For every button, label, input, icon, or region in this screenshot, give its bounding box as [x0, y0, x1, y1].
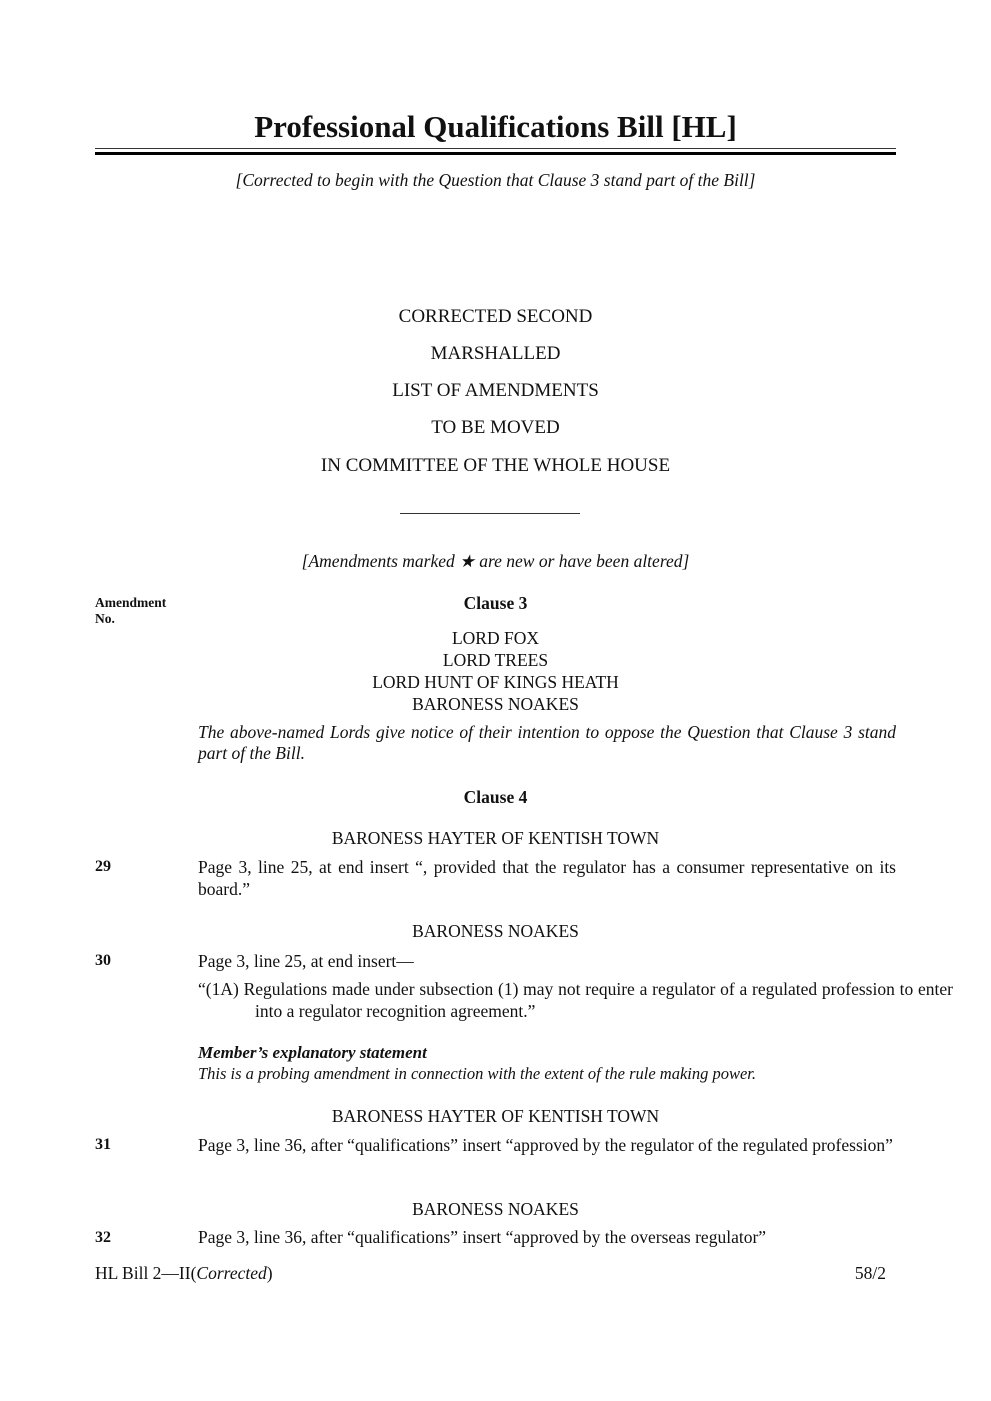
sponsor-name: BARONESS NOAKES [412, 694, 579, 714]
heading-line: IN COMMITTEE OF THE WHOLE HOUSE [320, 455, 671, 476]
divider [400, 513, 580, 514]
sponsor-name: BARONESS HAYTER OF KENTISH TOWN [331, 828, 660, 848]
heading-line: TO BE MOVED [431, 417, 560, 438]
clause-opposition-text: The above-named Lords give notice of their intention to oppose the Question that Clause 3 stand part of the Bill. [198, 722, 896, 763]
document-title: Professional Qualifications Bill [HL] [254, 109, 737, 144]
footer-prefix: HL Bill 2—II( [95, 1263, 197, 1283]
amendment-text: Page 3, line 25, at end insert— [198, 951, 414, 971]
heading-line: CORRECTED SECOND [398, 306, 593, 327]
label-line: Amendment [95, 595, 167, 610]
amendment-text: Page 3, line 36, after “qualifications” insert “approved by the regulator of the regulated profession” [198, 1135, 893, 1155]
amendment-text: Page 3, line 36, after “qualifications” insert “approved by the overseas regulator” [198, 1227, 767, 1247]
heading-line: LIST OF AMENDMENTS [392, 380, 599, 401]
amendment-number: 30 [95, 952, 111, 969]
explanatory-statement-heading: Member’s explanatory statement [198, 1043, 427, 1062]
footer-corrected: Corrected [196, 1263, 267, 1283]
footer-suffix: ) [266, 1263, 273, 1283]
amendment-number: 31 [95, 1136, 111, 1153]
title-rule-thick [95, 152, 896, 155]
title-rule [95, 148, 896, 149]
clause-heading: Clause 4 [463, 787, 528, 807]
sponsor-name: BARONESS NOAKES [412, 1199, 579, 1219]
subtitle: [Corrected to begin with the Question that Clause 3 stand part of the Bill] [235, 170, 756, 190]
amendment-number: 32 [95, 1229, 111, 1246]
sponsor-name: LORD HUNT OF KINGS HEATH [372, 672, 619, 692]
amendment-text: Page 3, line 25, at end insert “, provided that the regulator has a consumer representative on its board.” [198, 857, 896, 899]
explanatory-statement: This is a probing amendment in connection with the extent of the rule making power. [198, 1064, 757, 1083]
amendment-number: 29 [95, 858, 111, 875]
amendments-note: [Amendments marked ★ are new or have been altered] [301, 551, 690, 571]
footer-page-number: 58/2 [854, 1263, 886, 1283]
sponsor-name: BARONESS HAYTER OF KENTISH TOWN [331, 1106, 660, 1126]
sponsor-name: LORD FOX [451, 628, 540, 648]
sponsor-name: LORD TREES [442, 650, 549, 670]
clause-heading: Clause 3 [463, 593, 528, 613]
heading-line: MARSHALLED [430, 343, 561, 364]
footer-bill-reference [95, 1262, 273, 1284]
label-line: No. [95, 611, 115, 626]
inserted-text: “(1A) Regulations made under subsection (1) may not require a regulator of a regulated profession to enter into a regulator recognition agreement.” [198, 979, 953, 1021]
sponsor-name: BARONESS NOAKES [412, 921, 579, 941]
